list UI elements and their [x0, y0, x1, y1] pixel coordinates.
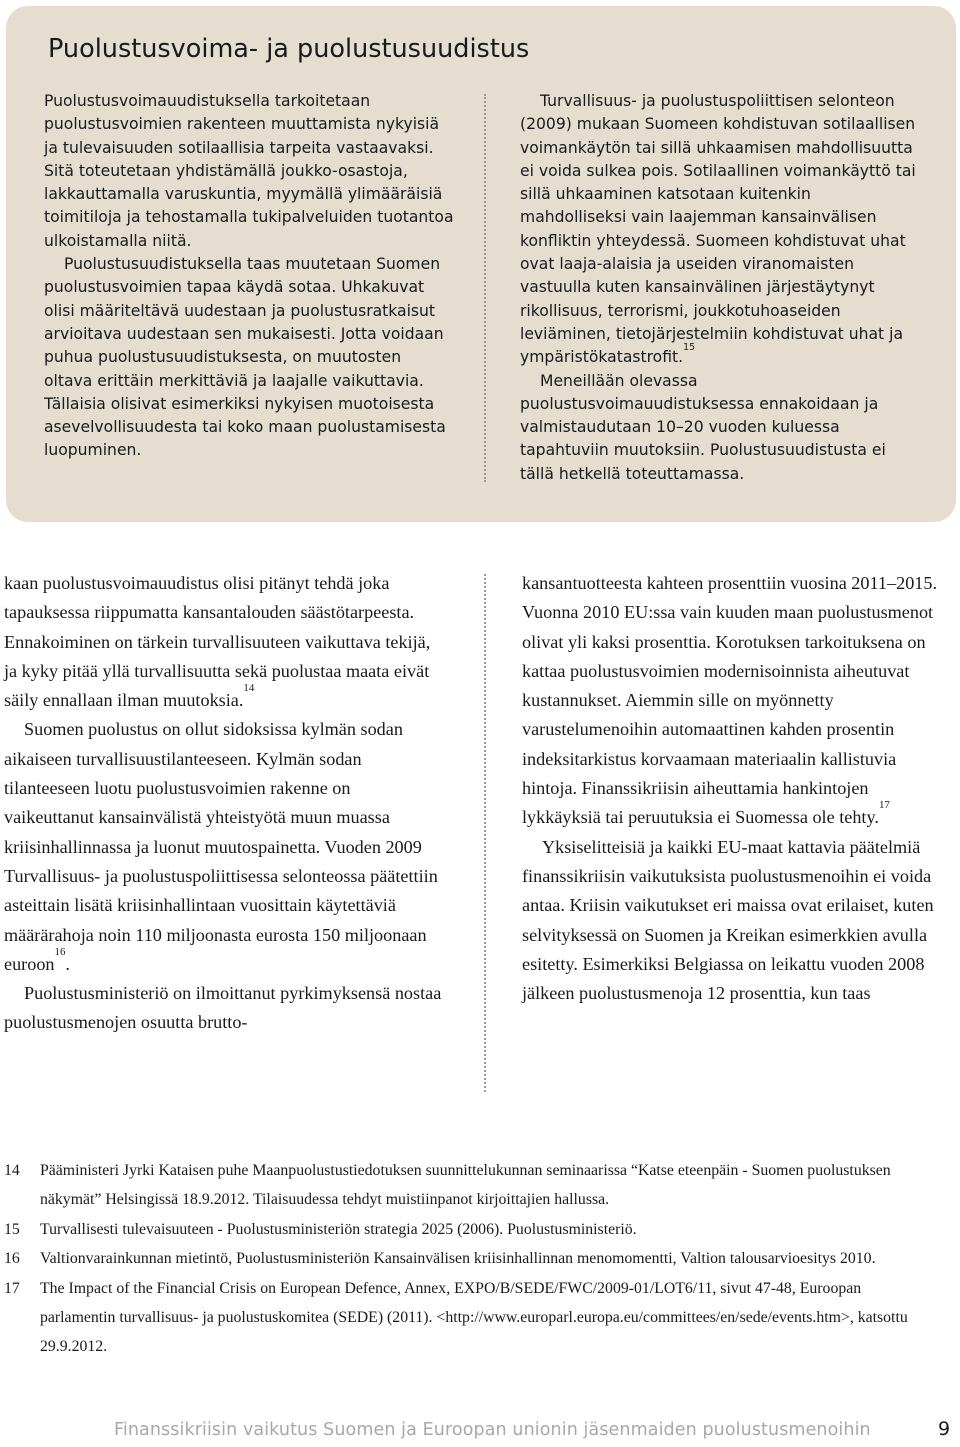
- footnote-text: Valtionvarainkunnan mietintö, Puolustusministeriön Kansainvälisen kriisinhallinnan menomomentti, Valtion talousarvioesitys 2010.: [40, 1250, 876, 1268]
- page-number: 9: [938, 1418, 951, 1440]
- footnote-ref[interactable]: 15: [683, 342, 696, 354]
- running-footer-title: Finanssikriisin vaikutus Suomen ja Euroopan unionin jäsenmaiden puolustusmenoihin: [114, 1420, 871, 1440]
- paragraph-text: kaan puolustusvoimauudistus olisi pitänyt tehdä joka tapauksessa riippumatta kansantalouden säästötarpeesta. Ennakoiminen on tärkein turvallisuuteen vaikuttava tekijä, ja kyky pitää yllä turvallisuutta sekä puolustaa maata eivät säily ennallaan ilman muutoksia.: [4, 573, 431, 711]
- info-box-right-column: [520, 90, 920, 486]
- paragraph-text: .: [65, 953, 70, 974]
- info-box-paragraph: [520, 90, 920, 370]
- paragraph-text: kansantuotteesta kahteen prosenttiin vuosina 2011–2015. Vuonna 2010 EU:ssa vain kuuden maan puolustusmenot olivat yli kaksi prosenttia. Korotuksen tarkoituksena on kattaa puolustusvoimien modernisoinnista aiheutuvat kustannukset. Aiemmin sille on myönnetty varustelumenoihin automaattinen kahden prosentin indeksitarkistus korvaamaan materiaalin kallistuvia hintoja. Finanssikriisin aiheuttamia hankintojen lykkäyksiä tai peruutuksia ei Suomessa ole tehty.: [522, 573, 938, 828]
- body-left-column: [4, 569, 444, 1038]
- column-divider: [484, 94, 486, 482]
- footnote-text: Turvallisesti tulevaisuuteen - Puolustusministeriön strategia 2025 (2006). Puolustusministeriö.: [40, 1220, 637, 1238]
- footnote-number: 15: [4, 1220, 20, 1238]
- body-right-column: [522, 569, 950, 1008]
- footnote-text: The Impact of the Financial Crisis on European Defence, Annex, EXPO/B/SEDE/FWC/2009-01/LOT6/11, sivut 47-48, Euroopan parlamentin turvallisuus- ja puolustuskomitea (SEDE) (2011). <http://www.europarl.europa.eu/committees/en/sede/events.htm>, katsottu 29.9.2012.: [40, 1279, 908, 1356]
- info-box-left-column: [44, 90, 454, 463]
- footnote: [4, 1156, 934, 1215]
- info-box-paragraph: Puolustusuudistuksella taas muutetaan Suomen puolustusvoimien tapaa käydä sotaa. Uhkakuvat olisi määriteltävä uudestaan ja puolustusratkaisut arvioitava uudestaan sen mukaisesti. Jotta voidaan puhua puolustusuudistuksesta, on muutosten oltava erittäin merkittäviä ja laajalle vaikuttavia. Tällaisia olisivat esimerkiksi nykyisen muotoisesta asevelvollisuudesta tai koko maan puolustamisesta luopuminen.: [44, 255, 446, 460]
- paragraph-text: Suomen puolustus on ollut sidoksissa kylmän sodan aikaiseen turvallisuustilanteeseen. Kylmän sodan tilanteeseen luotu puolustusvoimien rakenne on vaikeuttanut kansainvälistä yhteistyötä muun muassa kriisinhallinnassa ja luonut muutospainetta. Vuoden 2009 Turvallisuus- ja puolustuspoliittisessa selonteossa päätettiin asteittain lisätä kriisinhallintaan vuosittain käytettäviä määrärahoja noin 110 miljoonasta eurosta 150 miljoonaan euroon: [4, 719, 438, 974]
- footnote: [4, 1244, 934, 1273]
- footnote-ref[interactable]: 16: [54, 945, 66, 958]
- body-paragraph: Puolustusministeriö on ilmoittanut pyrkimyksensä nostaa puolustusmenojen osuutta brutto-: [4, 983, 442, 1033]
- info-box-paragraph: Meneillään olevassa puolustusvoimauudistuksessa ennakoidaan ja valmistaudutaan 10–20 vuoden kuluessa tapahtuviin muutoksiin. Puolustusuudistusta ei tällä hetkellä toteuttamassa.: [520, 371, 886, 483]
- footnote-ref[interactable]: 17: [878, 799, 890, 812]
- paragraph-text: Turvallisuus- ja puolustuspoliittisen selonteon (2009) mukaan Suomeen kohdistuvan sotilaallisen voimankäytön tai sillä uhkaamisen mahdollisuutta ei voida sulkea pois. Sotilaallinen voimankäyttö tai sillä uhkaaminen katsotaan kuitenkin mahdolliseksi vain laajemman kansainvälisen konfliktin yhteydessä. Suomeen kohdistuvat uhat ovat laaja-alaisia ja useiden viranomaisten vastuulla kuten kansainvälinen järjestäytynyt rikollisuus, terrorismi, joukkotuhoaseiden leviäminen, tietojärjestelmiin kohdistuvat uhat ja ympäristökatastrofit.: [520, 92, 916, 367]
- footnote-number: 17: [4, 1279, 20, 1297]
- footnote-ref[interactable]: 14: [243, 682, 255, 695]
- footnote-number: 16: [4, 1250, 20, 1268]
- footnote: [4, 1274, 934, 1362]
- body-paragraph: [522, 569, 950, 833]
- body-paragraph: [4, 569, 444, 715]
- footnote-text: Pääministeri Jyrki Kataisen puhe Maanpuolustustiedotuksen suunnittelukunnan seminaarissa “Katse eteenpäin - Suomen puolustuksen näkymät” Helsingissä 18.9.2012. Tilaisuudessa tehdyt muistiinpanot kirjoittajien hallussa.: [40, 1162, 891, 1209]
- footnote-number: 14: [4, 1162, 20, 1179]
- column-divider: [484, 574, 486, 1092]
- footnotes: [4, 1156, 934, 1362]
- info-box-paragraph: Puolustusvoimauudistuksella tarkoitetaan puolustusvoimien rakenteen muuttamista nykyisiä ja tulevaisuuden sotilaallisia tarpeita vastaavaksi. Sitä toteutetaan yhdistämällä joukko-osastoja, lakkauttamalla varuskuntia, myymällä ylimääräisiä toimitiloja ja tehostamalla tukipalveluiden tuotantoa ulkoistamalla niitä.: [44, 92, 454, 250]
- body-paragraph: Yksiselitteisiä ja kaikki EU-maat kattavia päätelmiä finanssikriisin vaikutuksista puolustusmenoihin ei voida antaa. Kriisin vaikutukset eri maissa ovat erilaiset, kuten selvityksessä on Suomen ja Kreikan esimerkkien avulla esitetty. Esimerkiksi Belgiassa on leikattu vuoden 2008 jälkeen puolustusmenoja 12 prosenttia, kun taas: [522, 836, 934, 1004]
- footnote: [4, 1215, 934, 1244]
- body-paragraph: [4, 715, 444, 979]
- info-box-title: Puolustusvoima- ja puolustusuudistus: [48, 34, 530, 64]
